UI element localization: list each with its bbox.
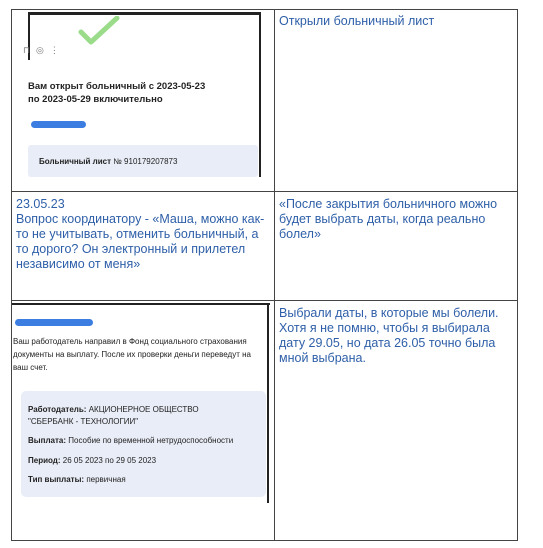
frame-edge — [28, 12, 261, 15]
employer-row: Работодатель: АКЦИОНЕРНОЕ ОБЩЕСТВО — [28, 405, 199, 414]
payment-row: Выплата: Пособие по временной нетрудоспособности — [28, 436, 234, 445]
sick-leave-screenshot — [17, 12, 265, 177]
bookmark-icon: ⊓ — [23, 45, 37, 55]
row2-answer: «После закрытия больничного можно будет выбрать даты, когда реально болел» — [279, 197, 498, 241]
row-divider-1 — [12, 191, 517, 192]
sick-leave-title: Вам открыт больничный с 2023-05-23 по 2023-05-29 включительно — [28, 81, 206, 105]
employer-name-cont: "СБЕРБАНК - ТЕХНОЛОГИИ" — [28, 417, 139, 426]
frame-edge — [12, 303, 270, 305]
more-icon: ⋮ — [49, 45, 65, 55]
checkmark-icon — [77, 16, 121, 48]
payment-type-row: Тип выплаты: первичная — [28, 475, 126, 484]
period-row: Период: 26 05 2023 по 29 05 2023 — [28, 456, 157, 465]
row1-caption: Открыли больничный лист — [279, 14, 435, 28]
info-icon: ◎ — [36, 45, 50, 55]
payment-screenshot — [12, 303, 270, 503]
redacted-blur — [31, 121, 86, 128]
question-text: Вопрос координатору - «Маша, можно как-то не учитывать, отменить больничный, а то дорого? Он электронный и прилетел независимо от меня» — [16, 212, 265, 271]
frame-edge — [267, 303, 269, 503]
payment-message: Ваш работодатель направил в Фонд социального страхования документы на выплату. После их проверки деньги переведут на ваш счет. — [13, 337, 251, 372]
row3-caption: Выбрали даты, в которые мы болели. Хотя я не помню, чтобы я выбирала дату 29.05, но дата 26.05 точно была мной выбрана. — [279, 306, 499, 365]
row2-question — [16, 197, 270, 272]
toolbar-icons — [23, 45, 65, 56]
row-divider-2 — [12, 300, 517, 301]
question-date: 23.05.23 — [16, 197, 65, 211]
column-divider — [274, 10, 275, 540]
redacted-blur — [15, 319, 93, 326]
frame-edge — [259, 12, 261, 177]
sick-leave-number: Больничный лист № 910179207873 — [39, 157, 178, 166]
